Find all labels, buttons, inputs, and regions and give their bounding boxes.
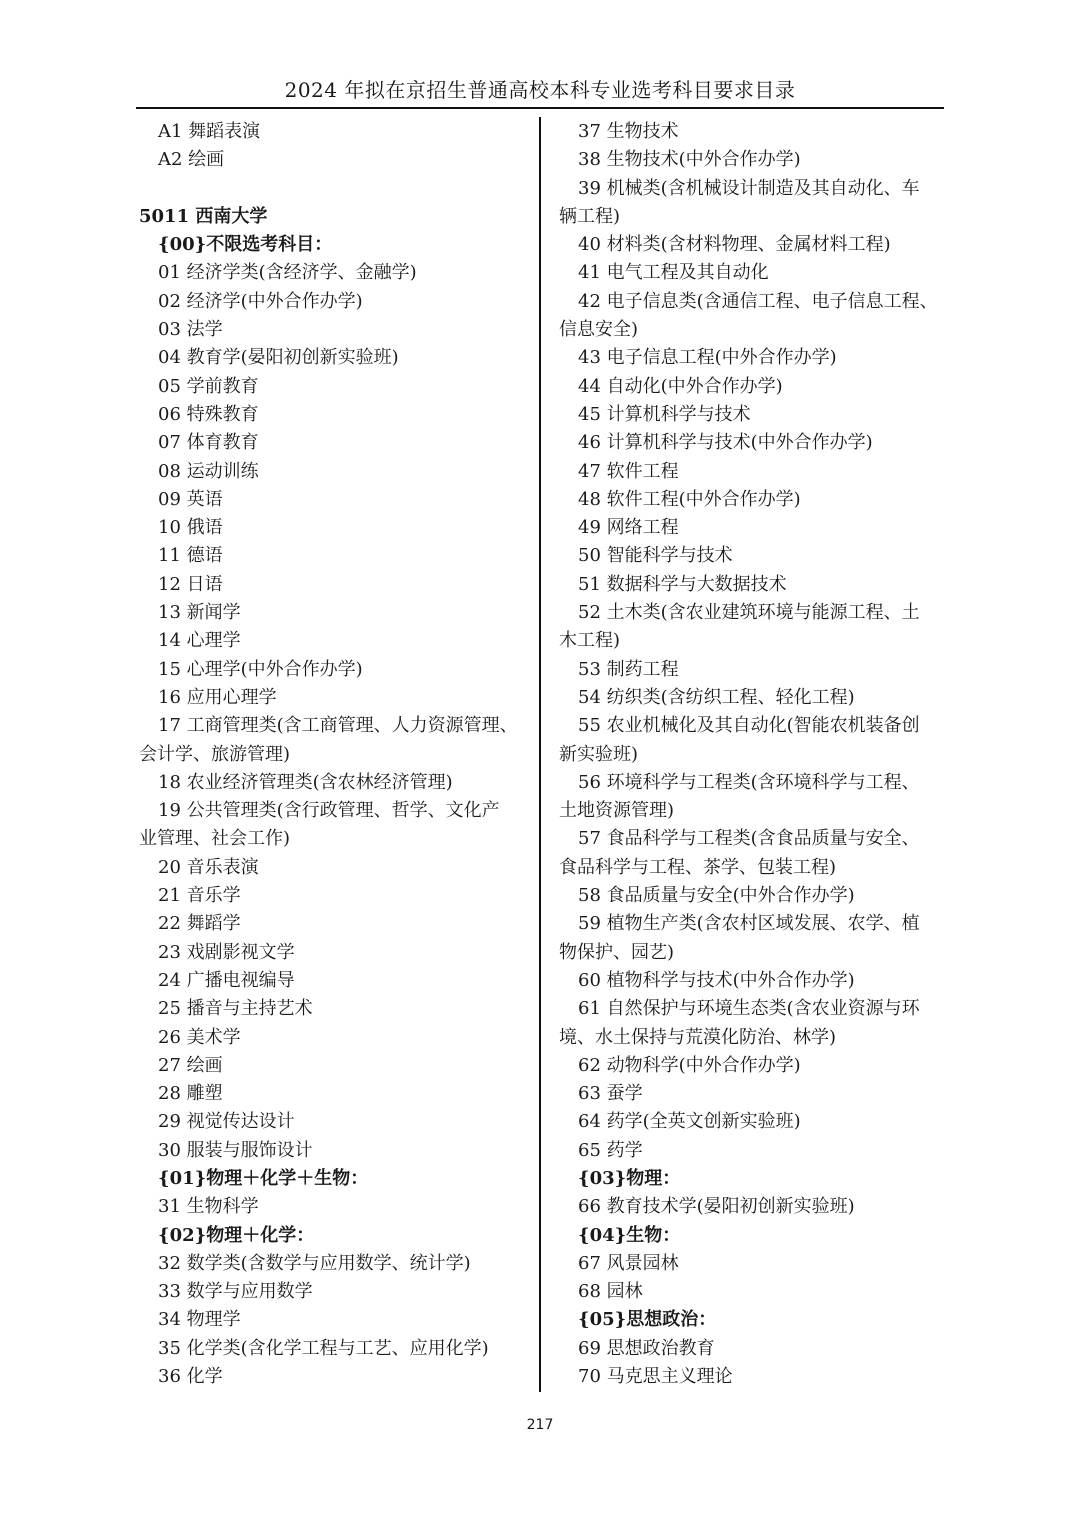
list-item: 67 风景园林 — [578, 1252, 679, 1274]
list-item: 10 俄语 — [158, 517, 223, 539]
list-item: 31 生物科学 — [158, 1196, 259, 1218]
list-item: 13 新闻学 — [158, 602, 241, 624]
list-item: 42 电子信息类(含通信工程、电子信息工程、 — [578, 290, 938, 312]
list-item: 52 土木类(含农业建筑环境与能源工程、土 — [578, 602, 920, 624]
page-number: 217 — [526, 1417, 554, 1433]
list-item: 43 电子信息工程(中外合作办学) — [578, 347, 837, 369]
list-item: 61 自然保护与环境生态类(含农业资源与环 — [578, 998, 920, 1020]
list-item: 58 食品质量与安全(中外合作办学) — [578, 885, 855, 907]
list-item: 53 制药工程 — [578, 658, 679, 680]
list-item: 25 播音与主持艺术 — [158, 998, 313, 1020]
list-item: 22 舞蹈学 — [158, 913, 241, 935]
list-item: 05 学前教育 — [158, 375, 259, 397]
column-divider — [539, 117, 541, 1392]
list-item: 32 数学类(含数学与应用数学、统计学) — [158, 1252, 471, 1274]
list-item: 49 网络工程 — [578, 517, 679, 539]
list-item: 41 电气工程及其自动化 — [578, 262, 769, 284]
list-item: 33 数学与应用数学 — [158, 1281, 313, 1303]
list-item: 65 药学 — [578, 1139, 643, 1161]
list-item: 69 思想政治教育 — [578, 1337, 715, 1359]
section-heading: {05}思想政治： — [578, 1309, 717, 1331]
list-item: 01 经济学类(含经济学、金融学) — [158, 262, 417, 284]
list-item: 24 广播电视编导 — [158, 969, 295, 991]
list-item: 38 生物技术(中外合作办学) — [578, 149, 801, 171]
list-item: 55 农业机械化及其自动化(智能农机装备创 — [578, 715, 920, 737]
list-item: 11 德语 — [158, 545, 223, 567]
list-item: 68 园林 — [578, 1281, 643, 1303]
list-item: 46 计算机科学与技术(中外合作办学) — [578, 432, 873, 454]
list-item: 07 体育教育 — [158, 432, 259, 454]
right-column — [559, 118, 944, 1391]
list-item: 30 服装与服饰设计 — [158, 1139, 313, 1161]
list-item: 02 经济学(中外合作办学) — [158, 290, 363, 312]
list-item: 64 药学(全英文创新实验班) — [578, 1111, 801, 1133]
list-item: 18 农业经济管理类(含农林经济管理) — [158, 771, 453, 793]
list-item: 23 戏剧影视文学 — [158, 941, 295, 963]
blank-line — [139, 175, 524, 203]
list-item: 木工程) — [559, 630, 621, 652]
list-item: 26 美术学 — [158, 1026, 241, 1048]
list-item: 03 法学 — [158, 319, 223, 341]
list-item: 21 音乐学 — [158, 885, 241, 907]
list-item: 50 智能科学与技术 — [578, 545, 733, 567]
list-item: 63 蚕学 — [578, 1083, 643, 1105]
list-item: A1 舞蹈表演 — [158, 121, 261, 142]
list-item: 业管理、社会工作) — [139, 828, 291, 850]
list-item: 27 绘画 — [158, 1054, 223, 1076]
list-item: 56 环境科学与工程类(含环境科学与工程、 — [578, 771, 920, 793]
list-item: 44 自动化(中外合作办学) — [578, 375, 783, 397]
list-item: 60 植物科学与技术(中外合作办学) — [578, 969, 855, 991]
list-item: 36 化学 — [158, 1366, 223, 1388]
list-item: 48 软件工程(中外合作办学) — [578, 488, 801, 510]
list-item: 34 物理学 — [158, 1309, 241, 1331]
list-item: 70 马克思主义理论 — [578, 1366, 733, 1388]
list-item: 28 雕塑 — [158, 1083, 223, 1105]
section-heading: {04}生物： — [578, 1224, 681, 1246]
list-item: 40 材料类(含材料物理、金属材料工程) — [578, 234, 891, 256]
list-item: 54 纺织类(含纺织工程、轻化工程) — [578, 686, 855, 708]
list-item: 04 教育学(晏阳初创新实验班) — [158, 347, 399, 369]
list-item: 51 数据科学与大数据技术 — [578, 573, 787, 595]
list-item: 14 心理学 — [158, 630, 241, 652]
list-item: 39 机械类(含机械设计制造及其自动化、车 — [578, 177, 920, 199]
section-heading: {00}不限选考科目： — [158, 234, 333, 256]
list-item: 09 英语 — [158, 488, 223, 510]
list-item: 06 特殊教育 — [158, 403, 259, 425]
section-heading: {01}物理＋化学＋生物： — [158, 1167, 369, 1189]
section-heading: 5011 西南大学 — [139, 205, 268, 227]
list-item: 19 公共管理类(含行政管理、哲学、文化产 — [158, 800, 500, 822]
list-item: 20 音乐表演 — [158, 856, 259, 878]
list-item: 新实验班) — [559, 743, 639, 765]
list-item: 57 食品科学与工程类(含食品质量与安全、 — [578, 828, 920, 850]
header-divider — [136, 107, 944, 109]
list-item: A2 绘画 — [158, 149, 225, 171]
list-item: 信息安全) — [559, 319, 639, 341]
list-item: 45 计算机科学与技术 — [578, 403, 751, 425]
list-item: 辆工程) — [559, 205, 621, 227]
list-item: 08 运动训练 — [158, 460, 259, 482]
list-item: 15 心理学(中外合作办学) — [158, 658, 363, 680]
list-item: 境、水土保持与荒漠化防治、林学) — [559, 1026, 837, 1048]
list-item: 16 应用心理学 — [158, 686, 277, 708]
list-item: 62 动物科学(中外合作办学) — [578, 1054, 801, 1076]
list-item: 29 视觉传达设计 — [158, 1111, 295, 1133]
list-item: 17 工商管理类(含工商管理、人力资源管理、 — [158, 715, 518, 737]
section-heading: {03}物理： — [578, 1167, 681, 1189]
list-item: 66 教育技术学(晏阳初创新实验班) — [578, 1196, 855, 1218]
list-item: 食品科学与工程、茶学、包装工程) — [559, 856, 837, 878]
list-item: 59 植物生产类(含农村区域发展、农学、植 — [578, 913, 920, 935]
list-item: 47 软件工程 — [578, 460, 679, 482]
page-title: 2024 年拟在京招生普通高校本科专业选考科目要求目录 — [284, 78, 796, 102]
list-item: 物保护、园艺) — [559, 941, 675, 963]
list-item: 土地资源管理) — [559, 800, 675, 822]
list-item: 会计学、旅游管理) — [139, 743, 291, 765]
list-item: 35 化学类(含化学工程与工艺、应用化学) — [158, 1337, 489, 1359]
left-column — [139, 118, 524, 1391]
list-item: 37 生物技术 — [578, 121, 679, 142]
list-item: 12 日语 — [158, 573, 223, 595]
section-heading: {02}物理＋化学： — [158, 1224, 315, 1246]
